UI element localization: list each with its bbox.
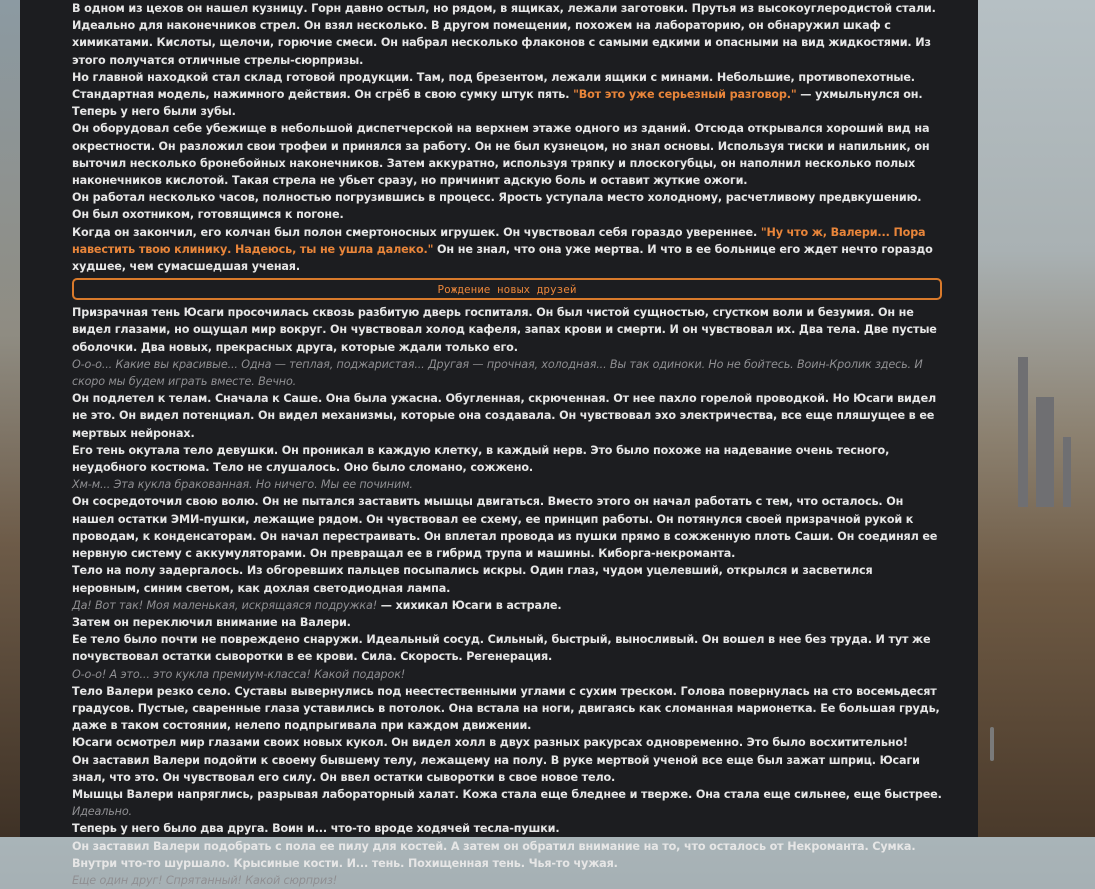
thought-line: Идеально. — [72, 805, 132, 819]
paragraph: Его тень окутала тело девушки. Он проникал в каждую клетку, в каждый нерв. Это было похоже на надевание очень тесного, неудобного костюма. Тело не слушалось. Оно было сломано, сожжено. — [72, 443, 890, 475]
background-landscape-left — [0, 0, 20, 837]
paragraph: Затем он переключил внимание на Валери. — [72, 615, 351, 629]
thought-inline: Да! Вот так! Моя маленькая, искрящаяся подружка! — [72, 598, 378, 612]
paragraph: Призрачная тень Юсаги просочилась сквозь разбитую дверь госпиталя. Он был чистой сущностью, сгустком воли и безумия. Он не видел глазами, но ощущал мир вокруг. Он чувствовал холод кафеля, запах крови и смерти. И он чувствовал их. Два тела. Две пустые оболочки. Два новых, прекрасных друга, которые ждали только его. — [72, 306, 937, 354]
background-spire — [1018, 357, 1028, 507]
thought-line: О-о-о... Какие вы красивые... Одна — теплая, поджаристая... Другая — прочная, холодная... Вы так одиноки. Но не бойтесь. Воин-Кролик здесь. И скоро мы будем играть вместе. Вечно. — [72, 357, 923, 389]
paragraph: Он подлетел к телам. Сначала к Саше. Она была ужасна. Обугленная, скрюченная. От нее пахло горелой проводкой. Но Юсаги видел не это. Он видел потенциал. Он видел механизмы, которые она создавала. Он чувствовал эхо электричества, все еще пляшущее в ее мертвых нейронах. — [72, 392, 937, 440]
paragraph: Он сосредоточил свою волю. Он не пытался заставить мышцы двигаться. Вместо этого он начал работать с тем, что осталось. Он нашел остатки ЭМИ-пушки, лежащие рядом. Он чувствовал ее схему, ее принцип работы. Он потянулся своей призрачной рукой к проводам, к конденсаторам. Он начал перестраивать. Он вплетал провода из пушки прямо в сожженную плоть Саши. Он соединял ее нервную систему с аккумуляторами. Он превращал ее в гибрид трупа и машины. Киборга-некроманта. — [72, 495, 938, 561]
paragraph: Тело на полу задергалось. Из обгоревших пальцев посыпались искры. Один глаз, чудом уцелевший, открылся и засветился неровным, синим светом, как дохлая светодиодная лампа. — [72, 564, 873, 595]
paragraph: Но главной находкой стал склад готовой продукции. Там, под брезентом, лежали ящики с минами. Небольшие, противопехотные. Стандартная модель, нажимного действия. Он сгрёб в свою сумку штук пять. "Вот это уже серьезный разговор." — ухмыльнулся он. Теперь у него были зубы. — [72, 70, 923, 119]
paragraph: В одном из цехов он нашел кузницу. Горн давно остыл, но рядом, в ящиках, лежали заготовки. Прутья из высокоуглеродистой стали. Идеально для наконечников стрел. Он взял несколько. В другом помещении, похожем на лабораторию, он обнаружил шкаф с химикатами. Кислоты, щелочи, горючие смеси. Он набрал несколько флаконов с самыми едкими и опасными на вид жидкостями. Из этого получатся отличные стрелы-сюрпризы. — [72, 2, 936, 67]
paragraph: Он заставил Валери подобрать с пола ее пилу для костей. А затем он обратил внимание на то, что осталось от Некроманта. Сумка. Внутри что-то шуршало. Крысиные кости. И... тень. Похищенная тень. Чья-то чужая. — [72, 839, 916, 870]
background-spire — [1063, 437, 1071, 507]
thought-line: Еще один друг! Спрятанный! Какой сюрприз! — [72, 873, 338, 887]
thought-line: О-о-о! А это... это кукла премиум-класса! Какой подарок! — [72, 667, 406, 681]
paragraph: Он заставил Валери подойти к своему бывшему телу, лежащему на полу. В руке мертвой ученой все еще был зажат шприц. Юсаги знал, что это. Он чувствовал его силу. Он ввел остатки сыворотки в свое новое тело. — [72, 753, 920, 784]
paragraph: Тело Валери резко село. Суставы вывернулись под неестественными углами с сухим треском. Голова повернулась на сто восемьдесят градусов. Пустые, сваренные глаза уставились в потолок. Она встала на ноги, двигаясь как сломанная марионетка. Ее большая грудь, даже в таком состоянии, нелепо подпрыгивала при каждом движении. — [72, 684, 940, 733]
paragraph: Теперь у него было два друга. Воин и... что-то вроде ходячей тесла-пушки. — [72, 822, 560, 836]
dialogue-quote: "Вот это уже серьезный разговор." — [573, 88, 797, 102]
paragraph: Он оборудовал себе убежище в небольшой диспетчерской на верхнем этаже одного из зданий. Отсюда открывался хороший вид на окрестности. Он разложил свои трофеи и принялся за работу. Он не был кузнецом, но знал основы. Используя тиски и напильник, он выточил несколько бронебойных наконечников. Затем аккуратно, используя тряпку и плоскогубцы, он наполнил несколько полых наконечников кислотой. Такая стрела не убьет сразу, но причинит адскую боль и оставит жуткие ожоги. — [72, 122, 930, 188]
thought-line: Хм-м... Эта кукла бракованная. Но ничего. Мы ее починим. — [72, 478, 413, 492]
scrollbar-thumb[interactable] — [990, 727, 994, 761]
paragraph: Мышцы Валери напряглись, разрывая лабораторный халат. Кожа стала еще бледнее и тверже. Она стала еще сильнее, еще быстрее. — [72, 787, 942, 801]
paragraph: Юсаги осмотрел мир глазами своих новых кукол. Он видел холл в двух разных ракурсах одновременно. Это было восхитительно! — [72, 736, 908, 750]
story-panel[interactable] — [20, 0, 978, 887]
paragraph: Когда он закончил, его колчан был полон смертоносных игрушек. Он чувствовал себя гораздо увереннее. "Ну что ж, Валери... Пора навестить твою клинику. Надеюсь, ты не ушла далеко." Он не знал, что она уже мертва. И что в ее больнице его ждет нечто гораздо худшее, чем сумасшедшая ученая. — [72, 225, 933, 274]
dialogue-quote: "Ну что ж, Валери... Пора навестить твою клинику. Надеюсь, ты не ушла далеко." — [72, 225, 926, 256]
story-content — [72, 0, 942, 889]
paragraph: Ее тело было почти не повреждено снаружи. Идеальный сосуд. Сильный, быстрый, выносливый. Он вошел в нее без труда. И тут же почувствовал остатки сыворотки в ее крови. Сила. Скорость. Регенерация. — [72, 633, 931, 664]
paragraph: Да! Вот так! Моя маленькая, искрящаяся подружка! — хихикал Юсаги в астрале. — [72, 598, 562, 612]
background-spire — [1036, 397, 1054, 507]
paragraph: Он работал несколько часов, полностью погрузившись в процесс. Ярость уступала место холодному, расчетливому предвкушению. Он был охотником, готовящимся к погоне. — [72, 191, 922, 222]
background-landscape-right — [978, 0, 1095, 837]
section-header: Рождение новых друзей — [72, 278, 942, 300]
